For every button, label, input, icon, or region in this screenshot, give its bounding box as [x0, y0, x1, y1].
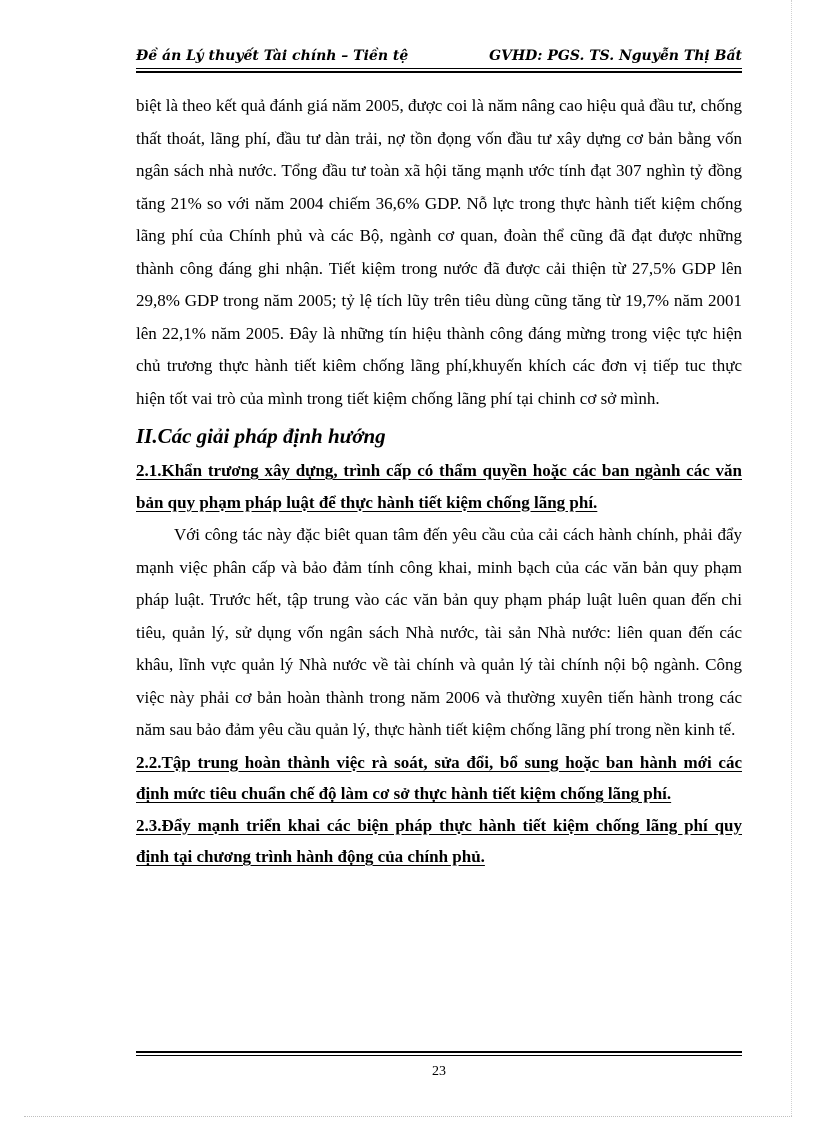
page-header	[136, 44, 742, 68]
page-number: 23	[432, 1064, 446, 1079]
paragraph-intro: biệt là theo kết quả đánh giá năm 2005, được coi là năm nâng cao hiệu quả đầu tư, chống thất thoát, lãng phí, đầu tư dàn trải, nợ tồn đọng vốn đầu tư xây dựng cơ bản bằng vốn ngân sách nhà nước. Tổng đầu tư toàn xã hội tăng mạnh ước tính đạt 307 nghìn tỷ đồng tăng 21% so với năm 2004 chiếm 36,6% GDP. Nỗ lực trong thực hành tiết kiệm chống lãng phí của Chính phủ và các Bộ, ngành cơ quan, đoàn thể cũng đã đạt được những thành công đáng ghi nhận. Tiết kiệm trong nước đã được cải thiện từ 27,5% GDP lên 29,8% GDP trong năm 2005; tỷ lệ tích lũy trên tiêu dùng cũng tăng từ 19,7% năm 2001 lên 22,1% năm 2005. Đây là những tín hiệu thành công đáng mừng trong việc tực hiện chủ trương thực hành tiết kiêm chống lãng phí,khuyến khích các đơn vị tiếp tuc thực hiện tốt vai trò của mình trong tiết kiệm chống lãng phí tại chinh cơ sở mình.	[136, 96, 742, 408]
subsection-heading-2-1: 2.1.Khẩn trương xây dựng, trình cấp có thẩm quyền hoặc các ban ngành các văn bản quy phạm pháp luật để thực hành tiết kiệm chống lãng phí.	[136, 461, 742, 512]
header-title: Đề án Lý thuyết Tài chính – Tiền tệ	[136, 48, 409, 64]
document-body	[136, 90, 742, 873]
subsection-heading-2-2: 2.2.Tập trung hoàn thành việc rà soát, sửa đổi, bổ sung hoặc ban hành mới các định mức tiêu chuẩn chế độ làm cơ sở thực hành tiết kiệm chống lãng phí.	[136, 752, 742, 803]
section-heading: II.Các giải pháp định hướng	[136, 424, 386, 448]
footer-rule-bottom	[136, 1055, 742, 1056]
subsection-heading-2-3: 2.3.Đẩy mạnh triển khai các biện pháp thực hành tiết kiệm chống lãng phí quy định tại chương trình hành động của chính phủ.	[136, 815, 742, 866]
footer-rule-top	[136, 1051, 742, 1053]
page-edge-right	[791, 0, 792, 1116]
header-rule-bottom	[136, 71, 742, 73]
page-edge-bottom	[24, 1116, 792, 1117]
header-advisor: GVHD: PGS. TS. Nguyễn Thị Bất	[489, 48, 742, 64]
header-rule-top	[136, 68, 742, 69]
paragraph-2-1: Với công tác này đặc biêt quan tâm đến yêu cầu của cải cách hành chính, phải đẩy mạnh việc phân cấp và bảo đảm tính công khai, minh bạch của các văn bản quy phạm pháp luật. Trước hết, tập trung vào các văn bản quy phạm pháp luật luên quan đến chi tiêu, quản lý, sử dụng vốn ngân sách Nhà nước, tài sản Nhà nước: liên quan đến các khâu, lĩnh vực quản lý Nhà nước về tài chính và quản lý tài chính nội bộ ngành. Công việc này phải cơ bản hoàn thành trong năm 2006 và thường xuyên tiến hành trong các năm sau bảo đảm yêu cầu quản lý, thực hành tiết kiệm chống lãng phí trong nền kinh tế.	[136, 525, 742, 739]
